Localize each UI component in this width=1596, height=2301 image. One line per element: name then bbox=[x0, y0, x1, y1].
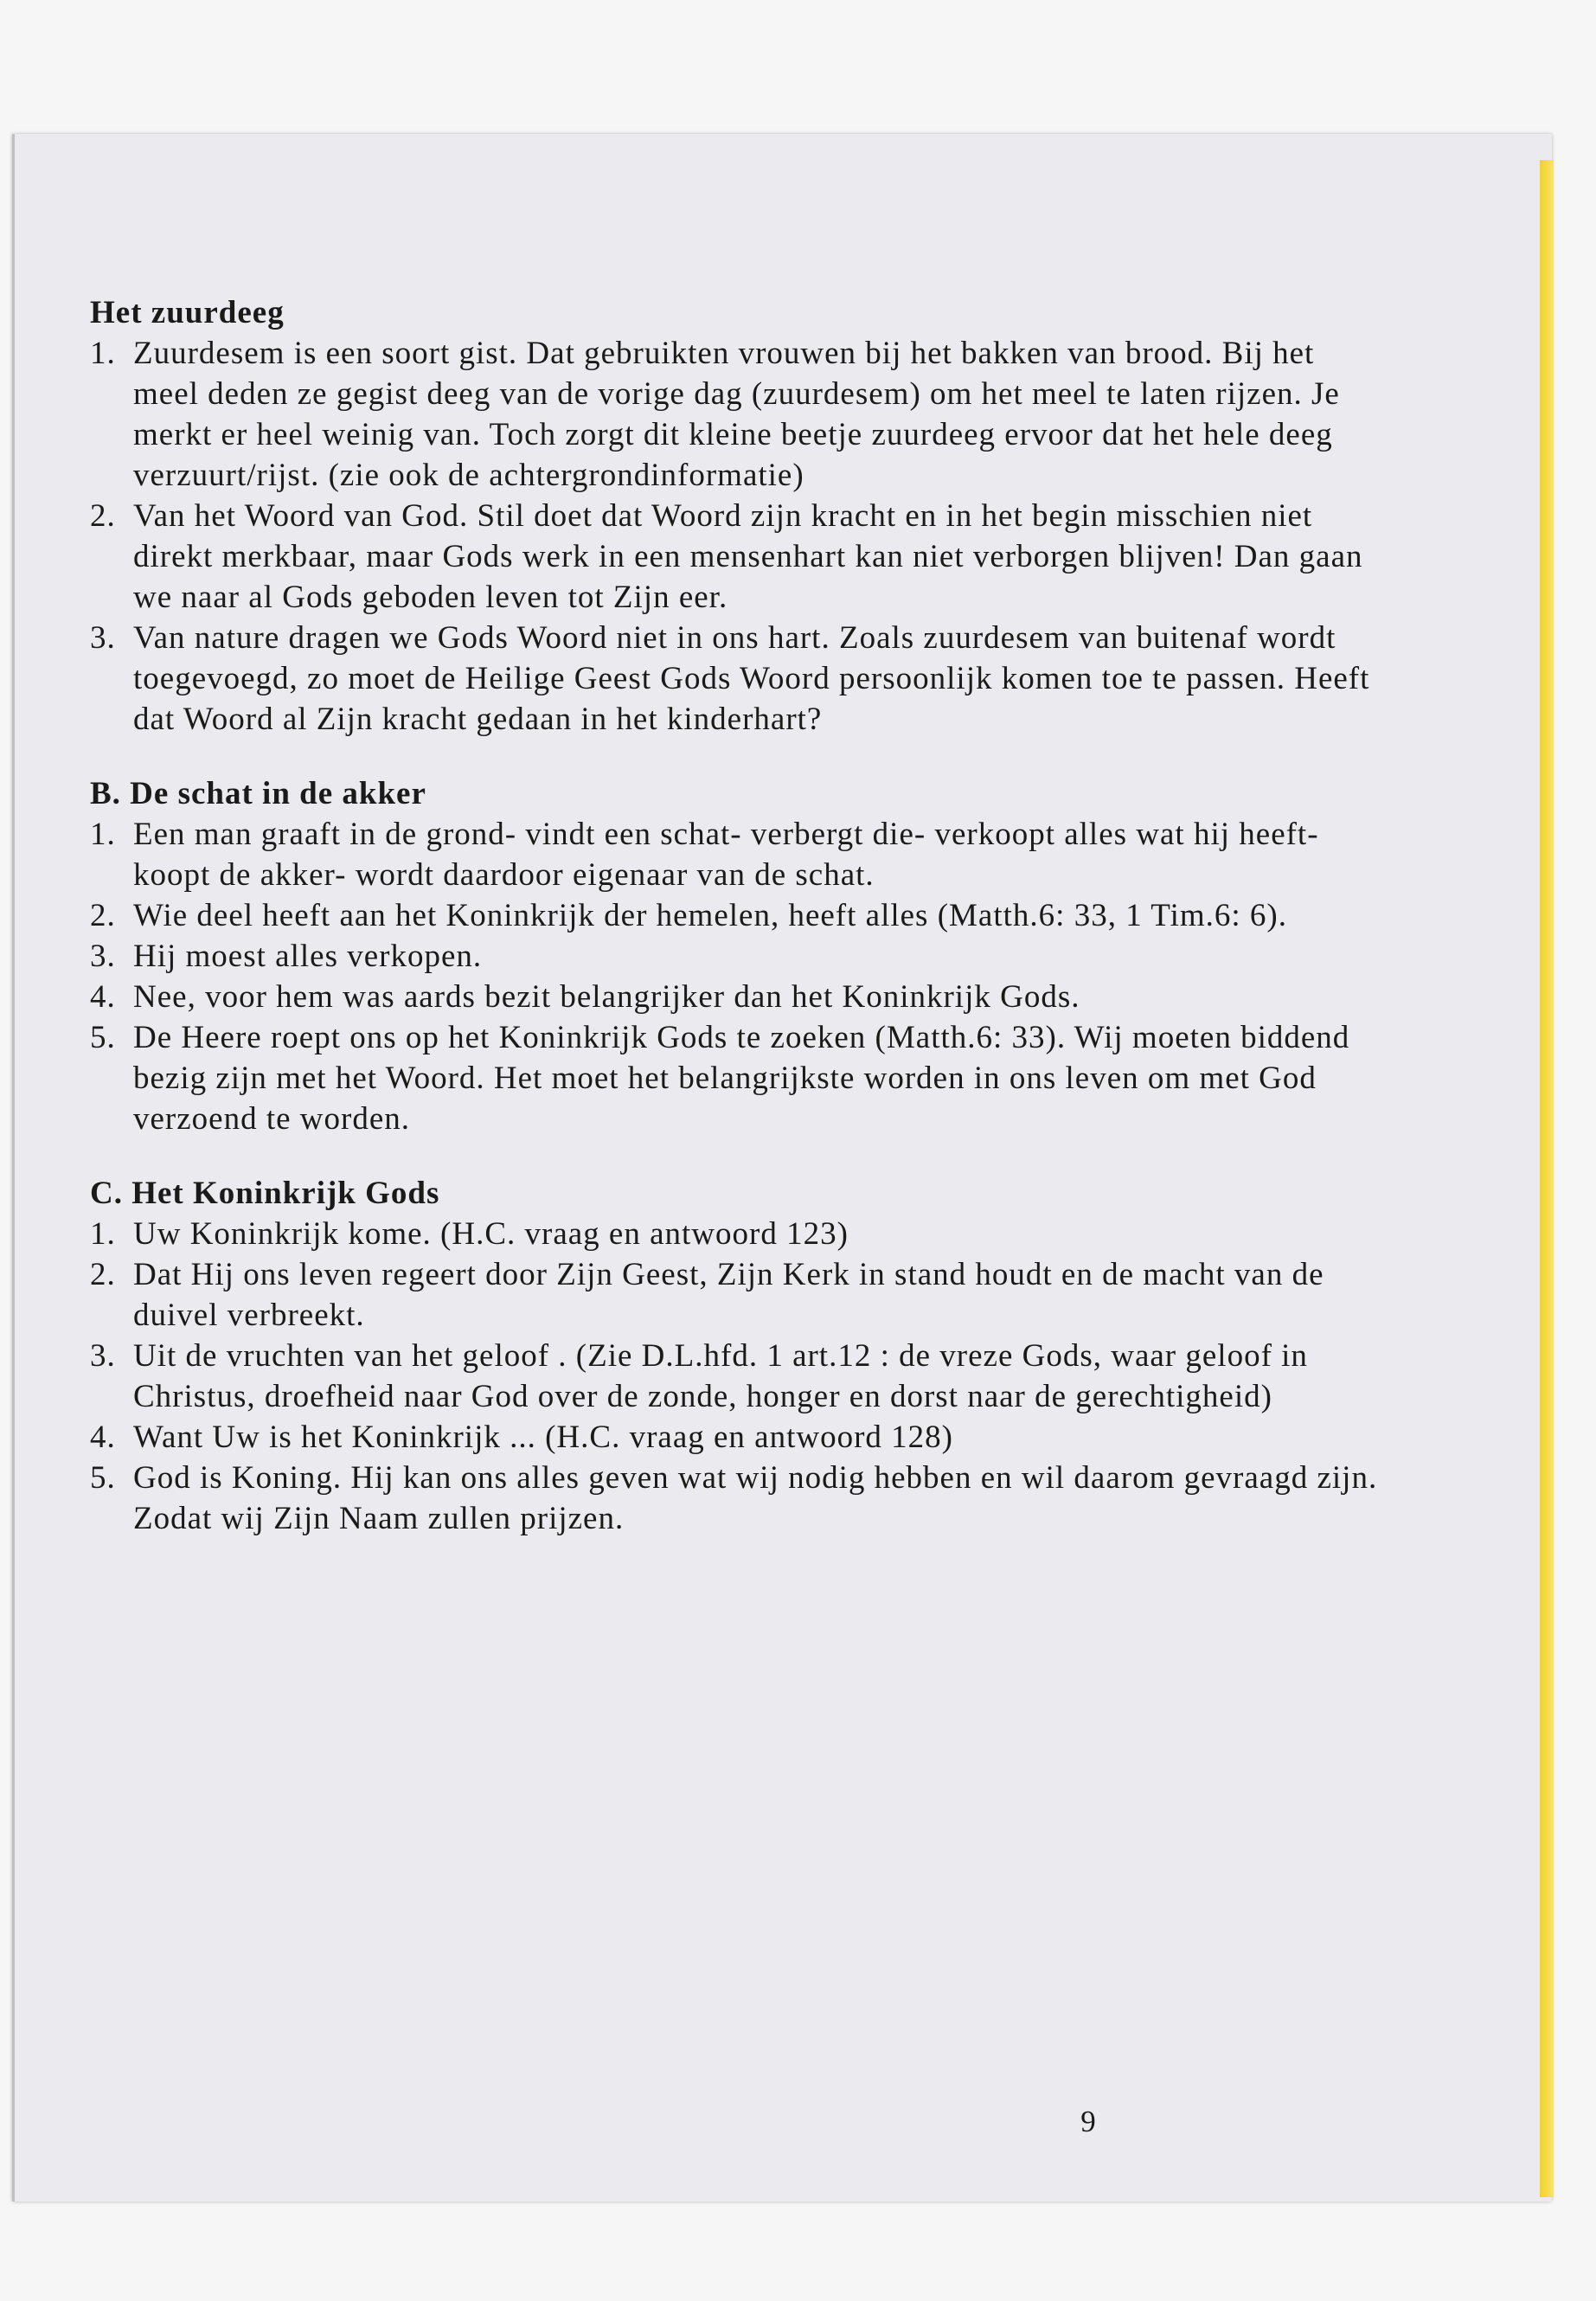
list-item bbox=[90, 814, 1388, 895]
list-item bbox=[90, 1417, 1388, 1458]
list-item bbox=[90, 496, 1388, 618]
item-text: De Heere roept ons op het Koninkrijk Gods te zoeken (Matth.6: 33). Wij moeten biddend bezig zijn met het Woord. Het moet het belangrijkste worden in ons leven om met God verzoend te worden. bbox=[133, 1020, 1350, 1137]
list-item bbox=[90, 1458, 1388, 1539]
page-number: 9 bbox=[1080, 2105, 1096, 2138]
item-number: 2. bbox=[90, 498, 116, 534]
list-item bbox=[90, 936, 1388, 977]
item-text: Hij moest alles verkopen. bbox=[133, 939, 483, 974]
item-text: Dat Hij ons leven regeert door Zijn Geest, Zijn Kerk in stand houdt en de macht van de duivel verbreekt. bbox=[133, 1257, 1324, 1333]
list-item bbox=[90, 1214, 1388, 1254]
item-number: 3. bbox=[90, 1338, 116, 1374]
item-text: Uit de vruchten van het geloof . (Zie D.L.hfd. 1 art.12 : de vreze Gods, waar geloof in Christus, droefheid naar God over de zonde, honger en dorst naar de gerechtigheid) bbox=[133, 1338, 1308, 1414]
item-number: 2. bbox=[90, 898, 116, 933]
item-text: Van het Woord van God. Stil doet dat Woord zijn kracht en in het begin misschien niet direkt merkbaar, maar Gods werk in een mensenhart kan niet verborgen blijven! Dan gaan we naar al Gods geboden leven tot Zijn eer. bbox=[133, 498, 1363, 615]
item-text: God is Koning. Hij kan ons alles geven wat wij nodig hebben en wil daarom gevraagd zijn. Zodat wij Zijn Naam zullen prijzen. bbox=[133, 1460, 1378, 1536]
item-text: Want Uw is het Koninkrijk ... (H.C. vraag en antwoord 128) bbox=[133, 1420, 953, 1455]
item-number: 3. bbox=[90, 620, 116, 656]
section-heading: C. Het Koninkrijk Gods bbox=[90, 1176, 440, 1211]
item-text: Van nature dragen we Gods Woord niet in ons hart. Zoals zuurdesem van buitenaf wordt toegevoegd, zo moet de Heilige Geest Gods Woord persoonlijk komen toe te passen. Heeft dat Woord al Zijn kracht gedaan in het kinderhart? bbox=[133, 620, 1370, 737]
section-het-zuurdeeg bbox=[90, 292, 1388, 740]
page-content bbox=[90, 292, 1388, 1573]
item-number: 5. bbox=[90, 1460, 116, 1496]
answer-list bbox=[90, 333, 1388, 740]
list-item bbox=[90, 618, 1388, 740]
item-number: 1. bbox=[90, 336, 116, 371]
list-item bbox=[90, 333, 1388, 496]
section-de-schat-in-de-akker bbox=[90, 773, 1388, 1139]
answer-list bbox=[90, 814, 1388, 1139]
list-item bbox=[90, 895, 1388, 936]
section-heading: B. De schat in de akker bbox=[90, 776, 426, 811]
item-text: Een man graaft in de grond- vindt een schat- verbergt die- verkoopt alles wat hij heeft- koopt de akker- wordt daardoor eigenaar van de schat. bbox=[133, 817, 1319, 893]
page-edge bbox=[12, 134, 15, 2202]
list-item bbox=[90, 1336, 1388, 1417]
item-number: 1. bbox=[90, 817, 116, 852]
item-number: 2. bbox=[90, 1257, 116, 1292]
item-number: 4. bbox=[90, 979, 116, 1015]
yellow-page-edge bbox=[1540, 160, 1554, 2197]
list-item bbox=[90, 1254, 1388, 1336]
item-text: Nee, voor hem was aards bezit belangrijker dan het Koninkrijk Gods. bbox=[133, 979, 1080, 1015]
list-item bbox=[90, 1017, 1388, 1139]
section-heading: Het zuurdeeg bbox=[90, 295, 285, 330]
item-number: 5. bbox=[90, 1020, 116, 1055]
list-item bbox=[90, 977, 1388, 1017]
item-text: Wie deel heeft aan het Koninkrijk der hemelen, heeft alles (Matth.6: 33, 1 Tim.6: 6). bbox=[133, 898, 1287, 933]
item-text: Zuurdesem is een soort gist. Dat gebruikten vrouwen bij het bakken van brood. Bij het meel deden ze gegist deeg van de vorige dag (zuurdesem) om het meel te laten rijzen. Je merkt er heel weinig van. Toch zorgt dit kleine beetje zuurdeeg ervoor dat het hele deeg verzuurt/rijst. (zie ook de achtergrondinformatie) bbox=[133, 336, 1340, 493]
item-number: 3. bbox=[90, 939, 116, 974]
section-het-koninkrijk-gods bbox=[90, 1173, 1388, 1539]
item-number: 4. bbox=[90, 1420, 116, 1455]
item-number: 1. bbox=[90, 1216, 116, 1252]
item-text: Uw Koninkrijk kome. (H.C. vraag en antwoord 123) bbox=[133, 1216, 849, 1252]
answer-list bbox=[90, 1214, 1388, 1539]
